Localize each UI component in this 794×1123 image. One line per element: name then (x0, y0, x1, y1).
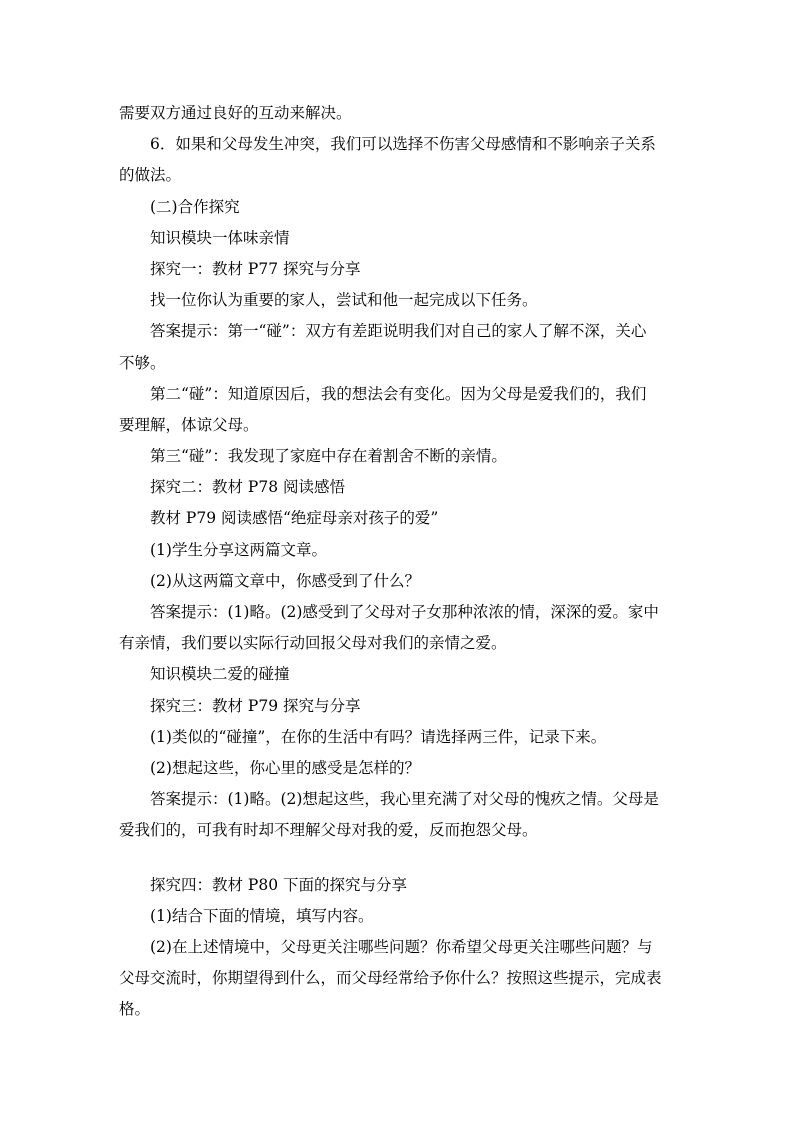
question-item: (1)结合下面的情境，填写内容。 (150, 906, 374, 925)
paragraph-line: 爱我们的，可我有时却不理解父母对我的爱，反而抱怨父母。 (119, 821, 538, 840)
paragraph-line: 第三“碰”：我发现了家庭中存在着割舍不断的亲情。 (150, 447, 507, 466)
module-heading: 知识模块二爱的碰撞 (150, 665, 290, 684)
paragraph-line: 找一位你认为重要的家人，尝试和他一起完成以下任务。 (150, 291, 538, 310)
paragraph-line: 有亲情，我们要以实际行动回报父母对我们的亲情之爱。 (119, 634, 507, 653)
paragraph-line: 格。 (119, 1000, 151, 1019)
paragraph-line: 第二“碰”：知道原因后，我的想法会有变化。因为父母是爱我们的，我们 (150, 384, 647, 403)
question-item: (2)想起这些，你心里的感受是怎样的？ (150, 758, 420, 777)
paragraph-line: 教材 P79 阅读感悟“绝症母亲对孩子的爱” (150, 509, 439, 528)
section-heading: (二)合作探究 (150, 197, 240, 216)
document-body (119, 98, 679, 1025)
paragraph-line: 的做法。 (119, 166, 182, 185)
question-item: (2)在上述情境中，父母更关注哪些问题？你希望父母更关注哪些问题？与 (150, 937, 653, 956)
paragraph-line: 6．如果和父母发生冲突，我们可以选择不伤害父母感情和不影响亲子关系 (150, 135, 656, 154)
inquiry-heading: 探究一：教材 P77 探究与分享 (150, 259, 361, 278)
answer-hint: 答案提示：(1)略。(2)感受到了父母对子女那种浓浓的情，深深的爱。家中 (150, 603, 659, 621)
paragraph-line: 不够。 (119, 353, 166, 372)
paragraph-line: 父母交流时，你期望得到什么，而父母经常给予你什么？按照这些提示，完成表 (119, 969, 662, 988)
answer-hint: 答案提示：第一“碰”：双方有差距说明我们对自己的家人了解不深，关心 (150, 322, 647, 341)
question-item: (1)类似的“碰撞”，在你的生活中有吗？请选择两三件，记录下来。 (150, 727, 607, 746)
inquiry-heading: 探究三：教材 P79 探究与分享 (150, 696, 361, 715)
answer-hint: 答案提示：(1)略。(2)想起这些，我心里充满了对父母的愧疚之情。父母是 (150, 790, 659, 809)
paragraph-line: 要理解，体谅父母。 (119, 415, 259, 434)
question-item: (2)从这两篇文章中，你感受到了什么？ (150, 571, 420, 590)
inquiry-heading: 探究四：教材 P80 下面的探究与分享 (150, 875, 408, 894)
module-heading: 知识模块一体味亲情 (150, 228, 290, 247)
paragraph-line: 需要双方通过良好的互动来解决。 (119, 104, 352, 122)
question-item: (1)学生分享这两篇文章。 (150, 540, 327, 559)
paragraph-spacer (119, 847, 679, 870)
inquiry-heading: 探究二：教材 P78 阅读感悟 (150, 478, 346, 497)
